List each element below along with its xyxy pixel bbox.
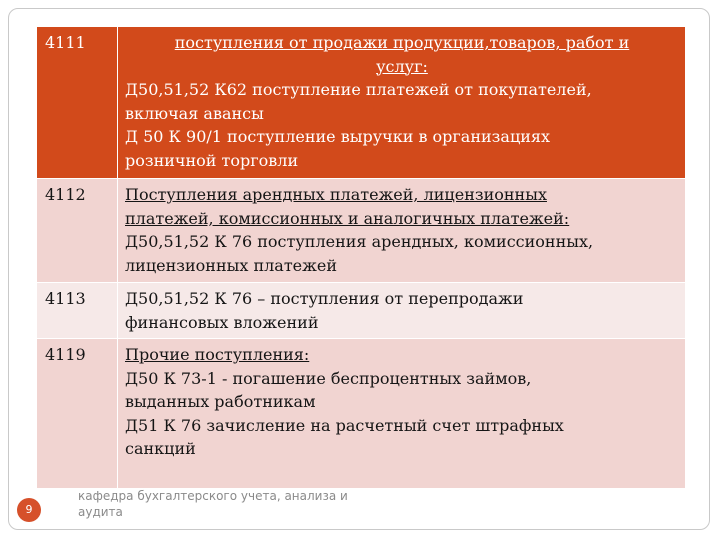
footer-line: кафедра бухгалтерского учета, анализа и bbox=[78, 489, 348, 503]
description-line: Прочие поступления: bbox=[125, 345, 310, 364]
description-line: услуг: bbox=[376, 56, 428, 76]
description-line: платежей, комиссионных и аналогичных платежей: bbox=[125, 208, 570, 228]
description-line: финансовых вложений bbox=[125, 312, 319, 332]
accounts-table bbox=[36, 26, 686, 489]
row-description bbox=[118, 179, 686, 283]
table-row bbox=[37, 339, 686, 489]
description-line: Д 50 К 90/1 поступление выручки в организациях bbox=[125, 127, 551, 146]
row-code: 4112 bbox=[37, 179, 118, 283]
page-number-badge: 9 bbox=[17, 498, 41, 522]
row-description bbox=[118, 27, 686, 179]
row-code: 4119 bbox=[37, 339, 118, 489]
footer-line: аудита bbox=[78, 505, 123, 519]
description-line: поступления от продажи продукции,товаров, работ и bbox=[174, 33, 630, 52]
row-code: 4113 bbox=[37, 283, 118, 339]
table-row bbox=[37, 283, 686, 339]
row-description bbox=[118, 283, 686, 339]
description-line: Д51 К 76 зачисление на расчетный счет штрафных bbox=[125, 415, 564, 435]
description-line: санкций bbox=[125, 439, 196, 458]
description-line: выданных работникам bbox=[125, 392, 316, 411]
department-footer bbox=[78, 488, 378, 520]
description-line: Д50,51,52 К62 поступление платежей от покупателей, bbox=[125, 80, 592, 99]
description-line: включая авансы bbox=[125, 103, 264, 123]
description-line: лицензионных платежей bbox=[125, 255, 337, 275]
description-line: розничной торговли bbox=[125, 150, 299, 170]
description-line: Поступления арендных платежей, лицензионных bbox=[125, 185, 547, 204]
description-line: Д50,51,52 К 76 – поступления от перепродажи bbox=[125, 289, 524, 308]
description-line: Д50,51,52 К 76 поступления арендных, комиссионных, bbox=[125, 232, 594, 251]
row-description bbox=[118, 339, 686, 489]
row-code: 4111 bbox=[37, 27, 118, 179]
description-line: Д50 К 73-1 - погашение беспроцентных займов, bbox=[125, 368, 532, 388]
table-row bbox=[37, 179, 686, 283]
table-row bbox=[37, 27, 686, 179]
